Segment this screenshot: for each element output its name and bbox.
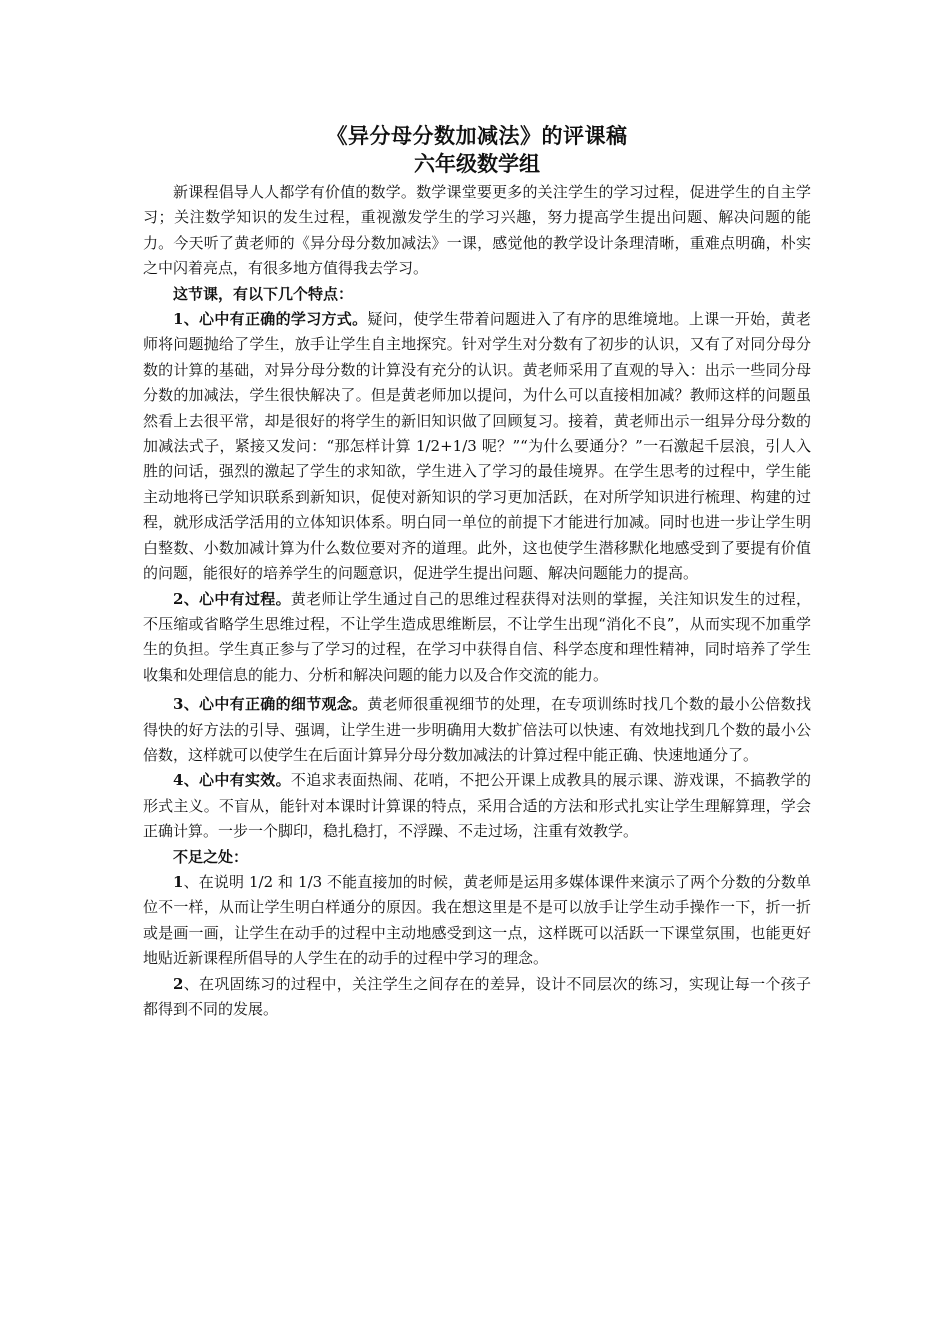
point-1-paragraph — [143, 307, 811, 586]
features-heading: 这节课，有以下几个特点： — [173, 284, 354, 303]
point-3-text: 黄老师很重视细节的处理，在专项训练时找几个数的最小公倍数找得快的好方法的引导、强调，让学生进一步明确用大数扩倍法可以快速、有效地找到几个数的最小公倍数，这样就可以使学生在后面计算异分母分数加减法的计算过程中能正确、快速地通分了。 — [143, 695, 811, 764]
shortcoming-1-text: 、在说明 1/2 和 1/3 不能直接加的时候，黄老师是运用多媒体课件来演示了两个分数的分数单位不一样，从而让学生明白样通分的原因。我在想这里是不是可以放手让学生动手操作一下，折一折或是画一画，让学生在动手的过程中主动地感受到这一点，这样既可以活跃一下课堂氛围，也能更好地贴近新课程所倡导的人学生在的动手的过程中学习的理念。 — [143, 872, 811, 968]
intro-paragraph: 新课程倡导人人都学有价值的数学。数学课堂要更多的关注学生的学习过程，促进学生的自主学习；关注数学知识的发生过程，重视激发学生的学习兴趣，努力提高学生提出问题、解决问题的能力。今天听了黄老师的《异分母分数加减法》一课，感觉他的教学设计条理清晰，重难点明确，朴实之中闪着亮点，有很多地方值得我去学习。 — [143, 183, 811, 278]
point-2-text: 黄老师让学生通过自己的思维过程获得对法则的掌握，关注知识发生的过程，不压缩或省略学生思维过程，不让学生造成思维断层，不让学生出现“消化不良”，从而实现不加重学生的负担。学生真正参与了学习的过程，在学习中获得自信、科学态度和理性精神，同时培养了学生收集和处理信息的能力、分析和解决问题的能力以及合作交流的能力。 — [143, 589, 811, 684]
shortcoming-2-paragraph — [143, 972, 811, 1023]
features-heading-paragraph — [143, 282, 811, 307]
document-subtitle: 六年级数学组 — [414, 151, 540, 176]
point-2-heading: 2、心中有过程。 — [173, 589, 291, 608]
point-1-text: 疑问，使学生带着问题进入了有序的思维境地。上课一开始，黄老师将问题抛给了学生，放手让学生自主地探究。针对学生对分数有了初步的认识，又有了对同分母分数的计算的基础，对异分母分数的计算没有充分的认识。黄老师采用了直观的导入：出示一些同分母分数的加减法，学生很快解决了。但是黄老师加以提问，为什么可以直接相加减？教师这样的问题虽然看上去很平常，却是很好的将学生的新旧知识做了回顾复习。接着，黄老师出示一组异分母分数的加减法式子，紧接又发问：“那怎样计算 1/2+1/3 呢？”“为什么要通分？”一石激起千层浪，引人入胜的问话，强烈的激起了学生的求知欲，学生进入了学习的最佳境界。在学生思考的过程中，学生能主动地将已学知识联系到新知识，促使对新知识的学习更加活跃，在对所学知识进行梳理、构建的过程，就形成活学活用的立体知识体系。明白同一单位的前提下才能进行加减。同时也进一步让学生明白整数、小数加减计算为什么数位要对齐的道理。此外，这也使学生潜移默化地感受到了要提有价值的问题，能很好的培养学生的问题意识，促进学生提出问题、解决问题能力的提高。 — [143, 310, 811, 583]
document-title: 《异分母分数加减法》的评课稿 — [326, 123, 628, 148]
point-2-paragraph — [143, 587, 811, 689]
shortcoming-1-number: 1 — [173, 872, 184, 891]
point-3-heading: 3、心中有正确的细节观念。 — [173, 695, 368, 714]
shortcoming-2-number: 2 — [173, 974, 184, 993]
point-3-paragraph — [143, 692, 811, 768]
point-1-heading: 1、心中有正确的学习方式。 — [173, 310, 368, 329]
shortcoming-1-paragraph — [143, 870, 811, 972]
point-4-text: 不追求表面热闹、花哨，不把公开课上成教具的展示课、游戏课，不搞教学的形式主义。不盲从，能针对本课时计算课的特点，采用合适的方法和形式扎实让学生理解算理，学会正确计算。一步一个脚印，稳扎稳打，不浮躁、不走过场，注重有效教学。 — [143, 771, 811, 841]
shortcoming-2-text: 、在巩固练习的过程中，关注学生之间存在的差异，设计不同层次的练习，实现让每一个孩子都得到不同的发展。 — [143, 974, 811, 1018]
document-page — [143, 122, 811, 1022]
shortcomings-heading: 不足之处： — [173, 847, 249, 866]
point-4-heading: 4、心中有实效。 — [173, 771, 291, 790]
shortcomings-heading-paragraph — [143, 845, 811, 870]
point-4-paragraph — [143, 768, 811, 844]
